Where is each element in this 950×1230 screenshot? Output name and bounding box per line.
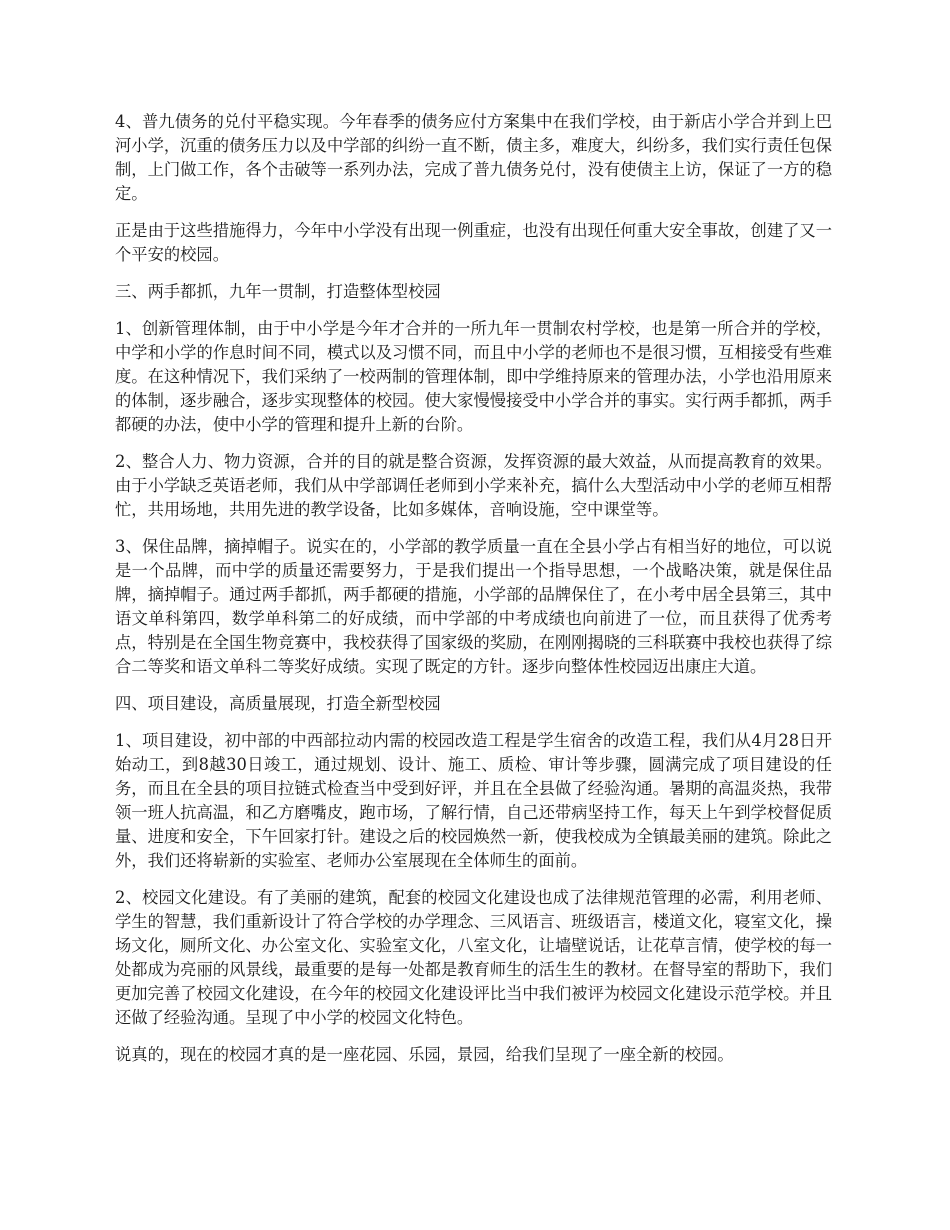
- paragraph-campus-culture: 2、校园文化建设。有了美丽的建筑，配套的校园文化建设也成了法律规范管理的必需，利用老师、学生的智慧，我们重新设计了符合学校的办学理念、三风语言、班级语言，楼道文化，寝室文化，操场文化，厕所文化、办公室文化、实验室文化，八室文化，让墙壁说话，让花草言情，使学校的每一处都成为亮丽的风景线，最重要的是每一处都是教育师生的活生生的教材。在督导室的帮助下，我们更加完善了校园文化建设，在今年的校园文化建设评比当中我们被评为校园文化建设示范学校。并且还做了经验沟通。呈现了中小学的校园文化特色。: [115, 888, 832, 1027]
- paragraph-debt-repayment: 4、普九债务的兑付平稳实现。今年春季的债务应付方案集中在我们学校，由于新店小学合并到上巴河小学，沉重的债务压力以及中学部的纠纷一直不断，债主多，难度大，纠纷多，我们实行责任包保制，上门做工作，各个击破等一系列办法，完成了普九债务兑付，没有使债主上访，保证了一方的稳定。: [115, 112, 832, 203]
- section-heading-4: 四、项目建设，高质量展现，打造全新型校园: [115, 694, 441, 713]
- paragraph-brand-quality: 3、保住品牌，摘掉帽子。说实在的，小学部的教学质量一直在全县小学占有相当好的地位，可以说是一个品牌，而中学的质量还需要努力，于是我们提出一个指导思想，一个战略决策，就是保住品牌，摘掉帽子。通过两手都抓，两手都硬的措施，小学部的品牌保住了，在小考中居全县第三，其中语文单科第四，数学单科第二的好成绩，而中学部的中考成绩也向前进了一位，而且获得了优秀考点，特别是在全国生物竞赛中，我校获得了国家级的奖励，在刚刚揭晓的三科联赛中我校也获得了综合二等奖和语文单科二等奖好成绩。实现了既定的方针。逐步向整体性校园迈出康庄大道。: [115, 537, 832, 676]
- paragraph-resource-integration: 2、整合人力、物力资源，合并的目的就是整合资源，发挥资源的最大效益，从而提高教育的效果。由于小学缺乏英语老师，我们从中学部调任老师到小学来补充，搞什么大型活动中小学的老师互相帮忙，共用场地，共用先进的教学设备，比如多媒体，音响设施，空中课堂等。: [115, 452, 832, 519]
- paragraph-safe-campus: 正是由于这些措施得力，今年中小学没有出现一例重症，也没有出现任何重大安全事故，创建了又一个平安的校园。: [115, 221, 832, 264]
- paragraph-management-system: 1、创新管理体制，由于中小学是今年才合并的一所九年一贯制农村学校，也是第一所合并的学校，中学和小学的作息时间不同，模式以及习惯不同，而且中小学的老师也不是很习惯，互相接受有些难度。在这种情况下，我们采纳了一校两制的管理体制，即中学维持原来的管理办法，小学也沿用原来的体制，逐步融合，逐步实现整体的校园。使大家慢慢接受中小学合并的事实。实行两手都抓，两手都硬的办法，使中小学的管理和提升上新的台阶。: [115, 319, 832, 434]
- paragraph-project-construction: 1、项目建设，初中部的中西部拉动内需的校园改造工程是学生宿舍的改造工程，我们从4月28日开始动工，到8越30日竣工，通过规划、设计、施工、质检、审计等步骤，圆满完成了项目建设的任务，而且在全县的项目拉链式检查当中受到好评，并且在全县做了经验沟通。暑期的高温炎热，我带领一班人抗高温，和乙方磨嘴皮，跑市场，了解行情，自己还带病坚持工作，每天上午到学校督促质量、进度和安全，下午回家打针。建设之后的校园焕然一新，使我校成为全镇最美丽的建筑。除此之外，我们还将崭新的实验室、老师办公室展现在全体师生的面前。: [115, 731, 832, 870]
- paragraph-closing: 说真的，现在的校园才真的是一座花园、乐园，景园，给我们呈现了一座全新的校园。: [115, 1045, 734, 1064]
- section-heading-3: 三、两手都抓，九年一贯制，打造整体型校园: [115, 282, 441, 301]
